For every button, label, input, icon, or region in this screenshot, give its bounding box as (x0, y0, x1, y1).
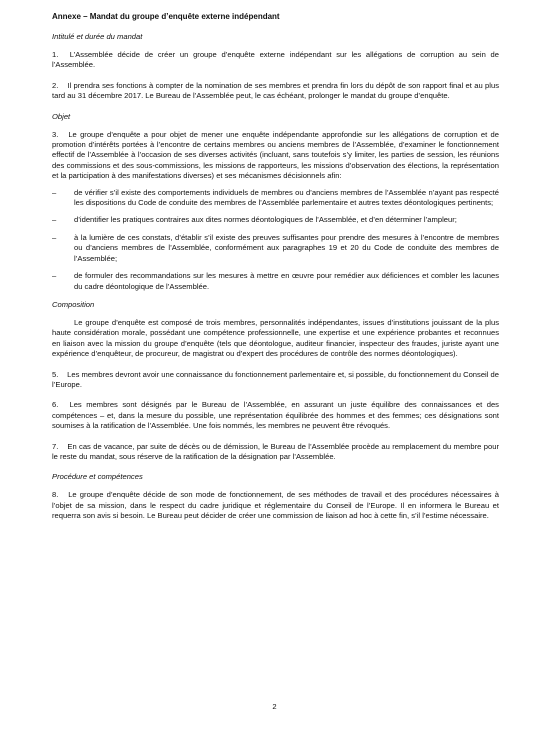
list-item-text: à la lumière de ces constats, d’établir s’il existe des preuves suffisantes pour prendre des mesures à l’encontre de membres ou d’anciens membres de l’Assemblée, conformément aux paragraphes 19 et 20 du Code de conduite des membres de l’Assemblée; (74, 232, 499, 263)
paragraph-number: 1. (52, 50, 59, 59)
document-title: Annexe – Mandat du groupe d’enquête externe indépendant (52, 12, 280, 21)
paragraph-text: L’Assemblée décide de créer un groupe d’enquête externe indépendant sur les allégations de corruption au sein de l’Assemblée. (52, 50, 499, 70)
paragraph-text: Il prendra ses fonctions à compter de la nomination de ses membres et prendra fin lors du dépôt de son rapport final et au plus tard au 31 décembre 2017. Le Bureau de l’Assemblée peut, le cas échéant, prolonger le mandat du groupe d’enquête. (52, 80, 499, 101)
paragraph-text: Les membres sont désignés par le Bureau de l’Assemblée, en assurant un juste équilibre des connaissances et des compétences – et, dans la mesure du possible, une représentation équilibrée des hommes et des femmes; ces désignations sont soumises à la ratification de l’Assemblée. Une fois nommés, les membres ne peuvent être révoqués. (52, 400, 499, 431)
paragraph-number: 8. (52, 490, 59, 500)
paragraph-text: Les membres devront avoir une connaissance du fonctionnement parlementaire et, si possible, du fonctionnement du Conseil de l’Europe. (52, 369, 499, 389)
document-body (52, 11, 499, 532)
bullet-dash: – (52, 271, 57, 281)
list-item (52, 188, 499, 209)
bullet-dash: – (52, 215, 57, 225)
list-item (52, 233, 499, 264)
paragraph-number: 6. (52, 400, 59, 410)
paragraph-number: 3. (52, 129, 59, 139)
list-item-text: de vérifier s’il existe des comportements individuels de membres ou d’anciens membres de l’Assemblée n’ayant pas respecté les dispositions du Code de conduite des membres de l’Assemblée parlementaire et autres textes déontologiques pertinents; (74, 187, 499, 208)
list-item (52, 215, 499, 225)
section-heading-objet: Objet (52, 111, 71, 121)
section-heading-mandat: Intitulé et durée du mandat (52, 32, 143, 41)
paragraph-5 (52, 370, 499, 391)
paragraph-number: 2. (52, 80, 59, 90)
paragraph-number: 7. (52, 441, 59, 451)
page-number: 2 (272, 702, 277, 711)
section-heading-procedure: Procédure et compétences (52, 472, 143, 482)
paragraph-text: Le groupe d’enquête décide de son mode de fonctionnement, de ses méthodes de travail et des procédures nécessaires à l’objet de sa mission, dans le respect du cadre juridique et réglementaire du Conseil de l’Europe. Il en informera le Bureau et requerra son avis si besoin. Le Bureau peut décider de créer une commission de liaison ad hoc à cette fin, s’il l’estime nécessaire. (52, 490, 499, 521)
paragraph-6 (52, 400, 499, 431)
paragraph-text: Le groupe d’enquête est composé de trois membres, personnalités indépendantes, issues d’institutions jouissant de la plus haute considération morale, possédant une compétence professionnelle, une expertise et une expérience probantes et reconnues en liaison avec la mission du groupe d’enquête (tels que déontologue, auditeur financier, inspecteur des fraudes, juriste ayant une expérience d’enquêteur, de procureur, de magistrat ou d’expert des procédures de contrôle des normes déontologiques). (52, 317, 499, 359)
bullet-dash: – (52, 232, 57, 242)
paragraph-text: Le groupe d’enquête a pour objet de mener une enquête indépendante approfondie sur les allégations de corruption et de promotion d’intérêts portées à l’encontre de certains membres ou anciens membres de l’Assemblée, d’examiner le fonctionnement effectif de l’Assemblée à l’occasion de ses diverses activités (incluant, sans toutefois s’y limiter, les parties de session, les réunions des commissions et des sous-commissions, les missions de rapporteurs, les missions d’observation des élections, la représentation et la participation à des manifestations diverses) et ses mécanismes décisionnels afin: (52, 129, 499, 181)
objectives-list (52, 188, 499, 292)
paragraph-2 (52, 81, 499, 102)
list-item-text: d’identifier les pratiques contraires aux dites normes déontologiques de l’Assemblée, et d’en déterminer l’ampleur; (74, 215, 457, 225)
paragraph-4 (52, 318, 499, 360)
paragraph-number: 5. (52, 369, 59, 379)
bullet-dash: – (52, 187, 57, 197)
list-item (52, 271, 499, 292)
paragraph-7 (52, 442, 499, 463)
list-item-text: de formuler des recommandations sur les mesures à mettre en œuvre pour remédier aux déficiences et combler les lacunes du cadre déontologique de l’Assemblée. (74, 271, 499, 291)
paragraph-8 (52, 490, 499, 521)
paragraph-1 (52, 50, 499, 71)
paragraph-text: En cas de vacance, par suite de décès ou de démission, le Bureau de l’Assemblée procède au remplacement du membre pour le reste du mandat, sous réserve de la ratification de la désignation par l’Assemblée. (52, 441, 499, 461)
paragraph-3 (52, 130, 499, 182)
section-heading-composition: Composition (52, 299, 95, 309)
